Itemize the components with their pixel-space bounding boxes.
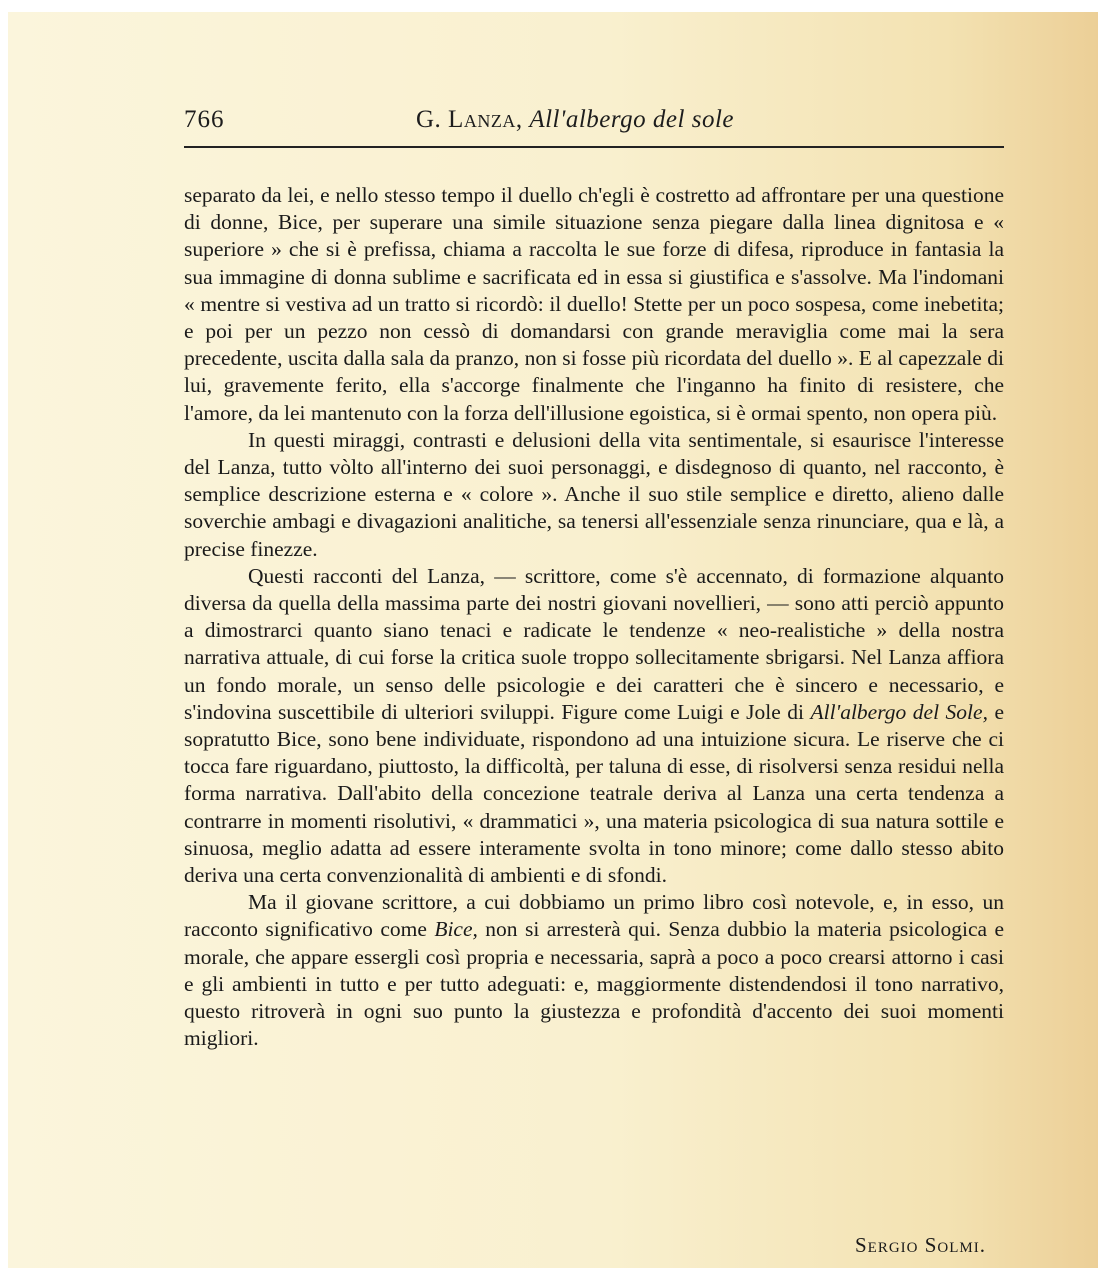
book-page bbox=[8, 12, 1098, 1268]
paragraph-4-story-title: Bice, bbox=[434, 917, 478, 942]
author-signature: Sergio Solmi. bbox=[854, 1233, 986, 1257]
page-number: 766 bbox=[184, 106, 225, 133]
paragraph-2: In questi miraggi, contrasti e delusioni della vita sentimentale, si esaurisce l'interesse del Lanza, tutto vòlto all'interno dei suoi personaggi, e disdegnoso di quanto, nel racconto, è semplice descrizione esterna e « colore ». Anche il suo stile semplice e diretto, alieno dalle soverchie ambagi e divagazioni analitiche, sa tenersi all'essenziale senza rinunciare, qua e là, a precise finezze. bbox=[184, 427, 1004, 561]
paragraph-1: separato da lei, e nello stesso tempo il duello ch'egli è costretto ad affrontare per una questione di donne, Bice, per superare una simile situazione senza piegare dalla linea dignitosa e « superiore » che si è prefissa, chiama a raccolta le sue forze di difesa, riproduce in fantasia la sua immagine di donna sublime e sacrificata ed in essa si giustifica e s'assolve. Ma l'indomani « mentre si vestiva ad un tratto si ricordò: il duello! Stette per un poco sospesa, come inebetita; e poi per un pezzo non cessò di domandarsi con grande meraviglia come mai la sera precedente, uscita dalla sala da pranzo, non si fosse più ricordata del duello ». E al capezzale di lui, gravemente ferito, ella s'accorge finalmente che l'inganno ha finito di resistere, che l'amore, da lei mantenuto con la forza dell'illusione egoistica, si è ormai spento, non opera più. bbox=[184, 183, 1004, 425]
work-title: All'albergo del sole bbox=[529, 106, 734, 133]
running-header bbox=[184, 104, 1004, 148]
paragraph-3-book-title: All'albergo del Sole, bbox=[810, 699, 988, 724]
author-name: G. Lanza, bbox=[416, 106, 523, 133]
paragraph-3 bbox=[184, 563, 1004, 889]
paragraph-3-part-2: e sopratutto Bice, sono bene individuate, rispondono ad una intuizione sicura. Le riserve che ci tocca fare riguardano, piuttosto, la difficoltà, per taluna di esse, di risolversi senza residui nella forma narrativa. Dall'abito della concezione teatrale deriva al Lanza una certa tendenza a contrarre in momenti risolutivi, « drammatici », una materia psicologica di sua natura sottile e sinuosa, meglio adatta ad essere interamente svolta in tono minore; come dallo stesso abito deriva una certa convenzionalità di ambienti e di sfondi. bbox=[184, 699, 1004, 888]
paragraph-4-part-2: non si arresterà qui. Senza dubbio la materia psicologica e morale, che appare essergli così propria e necessaria, saprà a poco a poco crearsi attorno i casi e gli ambienti in tutto e per tutto adeguati: e, maggiormente distendendosi il tono narrativo, questo ritroverà in ogni suo punto la giustezza e profondità d'accento dei suoi momenti migliori. bbox=[184, 917, 1004, 1051]
paragraph-3-part-1: Questi racconti del Lanza, — scrittore, come s'è accennato, di formazione alquanto diversa da quella della massima parte dei nostri giovani novellieri, — sono atti perciò appunto a dimostrarci quanto siano tenaci e radicate le tendenze « neo-realistiche » della nostra narrativa attuale, di cui forse la critica suole troppo sollecitamente sbrigarsi. Nel Lanza affiora un fondo morale, un senso delle psicologie e dei caratteri che è sincero e necessario, e s'indovina suscettibile di ulteriori sviluppi. Figure come Luigi e Jole di bbox=[184, 563, 1004, 724]
paragraph-4-part-1: Ma il giovane scrittore, a cui dobbiamo un primo libro così notevole, e, in esso, un racconto significativo come bbox=[184, 890, 1004, 942]
running-title bbox=[416, 106, 734, 134]
article-body bbox=[184, 182, 1004, 1053]
paragraph-4 bbox=[184, 889, 1004, 1052]
